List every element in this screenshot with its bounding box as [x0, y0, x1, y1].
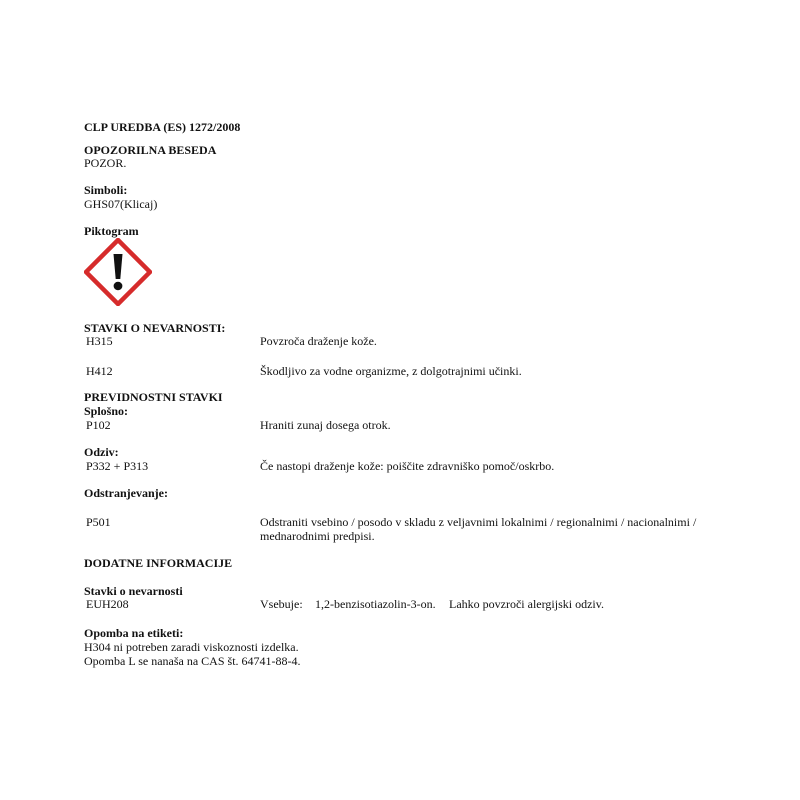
hazard-text-h412: Škodljivo za vodne organizme, z dolgotrajnimi učinki. — [260, 364, 522, 378]
symbols-value: GHS07(Klicaj) — [84, 197, 158, 211]
label-note-heading: Opomba na etiketi: — [84, 626, 184, 640]
contains-label: Vsebuje: — [260, 597, 303, 611]
additional-hazard-subheading: Stavki o nevarnosti — [84, 584, 183, 598]
symbols-heading: Simboli: — [84, 183, 128, 197]
hazard-statements-heading: STAVKI O NEVARNOSTI: — [84, 321, 226, 335]
response-text: Če nastopi draženje kože: poiščite zdravniško pomoč/oskrbo. — [260, 459, 555, 473]
substance-name: 1,2-benzisotiazolin-3-on. — [315, 597, 436, 611]
disposal-text-line-1: Odstraniti vsebino / posodo v skladu z veljavnimi lokalnimi / regionalnimi / nacionalnimi / — [260, 515, 697, 529]
label-note-line-1: H304 ni potreben zaradi viskoznosti izdelka. — [84, 640, 299, 654]
disposal-heading: Odstranjevanje: — [84, 486, 168, 500]
general-code: P102 — [86, 418, 111, 432]
response-code: P332 + P313 — [86, 459, 149, 473]
disposal-text-line-2: mednarodnimi predpisi. — [260, 529, 375, 543]
ghs07-exclamation-mark-icon — [84, 238, 152, 306]
general-text: Hraniti zunaj dosega otrok. — [260, 418, 391, 432]
additional-info-heading: DODATNE INFORMACIJE — [84, 556, 233, 570]
euh-code: EUH208 — [86, 597, 129, 611]
hazard-code-h412: H412 — [86, 364, 113, 378]
hazard-text-h315: Povzroča draženje kože. — [260, 334, 377, 348]
general-heading: Splošno: — [84, 404, 129, 418]
regulation-title: CLP UREDBA (ES) 1272/2008 — [84, 120, 241, 134]
precautionary-heading: PREVIDNOSTNI STAVKI — [84, 390, 223, 404]
euh-note: Lahko povzroči alergijski odziv. — [449, 597, 604, 611]
hazard-code-h315: H315 — [86, 334, 113, 348]
response-heading: Odziv: — [84, 445, 119, 459]
disposal-code: P501 — [86, 515, 111, 529]
signal-word-value: POZOR. — [84, 156, 127, 170]
signal-word-heading: OPOZORILNA BESEDA — [84, 143, 217, 157]
pictogram-heading: Piktogram — [84, 224, 139, 238]
label-note-line-2: Opomba L se nanaša na CAS št. 64741-88-4. — [84, 654, 301, 668]
